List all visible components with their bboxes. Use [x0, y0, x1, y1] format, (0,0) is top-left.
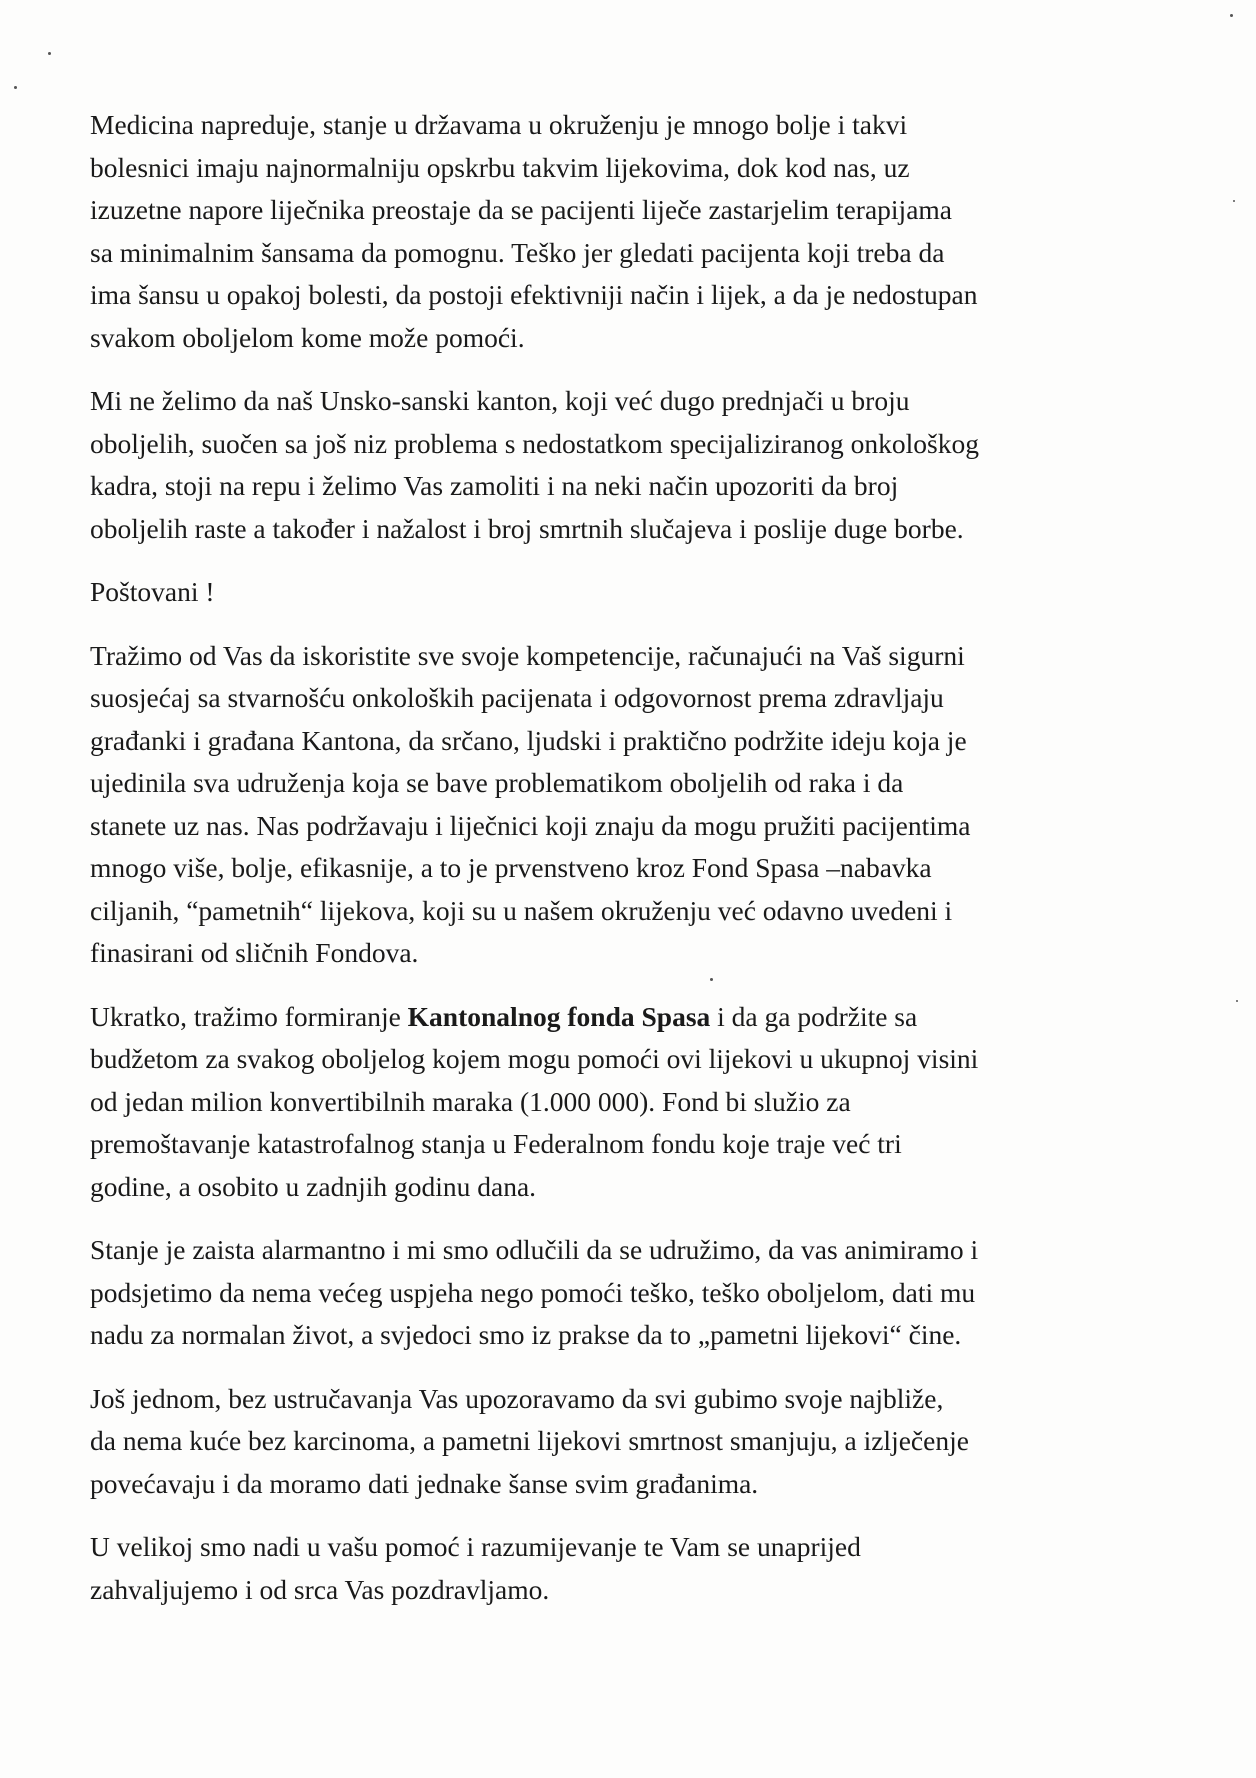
- text-line: [90, 465, 1170, 508]
- text-line: [90, 1569, 1170, 1612]
- text-segment: Mi ne želimo da naš Unsko-sanski kanton, koji već dugo prednjači u broju: [90, 385, 910, 416]
- text-line: [90, 1526, 1170, 1569]
- text-segment: kadra, stoji na repu i želimo Vas zamoliti i na neki način upozoriti da broj: [90, 470, 899, 501]
- text-segment: stanete uz nas. Nas podržavaju i liječnici koji znaju da mogu pružiti pacijentima: [90, 809, 971, 841]
- text-segment: Poštovani !: [90, 576, 215, 607]
- text-line: [90, 1463, 1170, 1506]
- text-line: [90, 1420, 1170, 1463]
- text-segment: ujedinila sva udruženja koja se bave problematikom oboljelih od raka i da: [90, 767, 904, 798]
- text-segment: građanki i građana Kantona, da srčano, ljudski i praktično podržite ideju koja je: [90, 724, 967, 756]
- text-line: [90, 1038, 1170, 1081]
- text-segment: Još jednom, bez ustručavanja Vas upozoravamo da svi gubimo svoje najbliže,: [90, 1382, 944, 1414]
- text-line: [90, 1272, 1170, 1315]
- text-segment: suosjećaj sa stvarnošću onkoloških pacijenata i odgovornost prema zdravljaju: [90, 682, 944, 713]
- text-segment: godine, a osobito u zadnjih godinu dana.: [90, 1170, 537, 1202]
- text-line: [90, 423, 1170, 466]
- text-line: [90, 1229, 1170, 1272]
- text-segment: Stanje je zaista alarmantno i mi smo odlučili da se udružimo, da vas animiramo i: [90, 1234, 979, 1265]
- text-line: [90, 147, 1170, 190]
- text-line: [90, 635, 1170, 678]
- text-segment: mnogo više, bolje, efikasnije, a to je prvenstveno kroz Fond Spasa –nabavka: [90, 852, 932, 883]
- letter-paragraph: [90, 635, 1170, 975]
- letter-paragraph: [90, 1378, 1170, 1506]
- text-segment: svakom oboljelom kome može pomoći.: [90, 321, 525, 353]
- text-segment: Medicina napreduje, stanje u državama u okruženju je mnogo bolje i takvi: [90, 109, 908, 140]
- scan-speck: [1230, 14, 1233, 17]
- text-segment: bolesnici imaju najnormalniju opskrbu takvim lijekovima, dok kod nas, uz: [90, 151, 910, 183]
- text-segment: povećavaju i da moramo dati jednake šanse svim građanima.: [90, 1467, 759, 1499]
- text-line: [90, 380, 1170, 423]
- text-segment: finasirani od sličnih Fondova.: [90, 937, 419, 968]
- text-line: [90, 805, 1170, 848]
- text-line: [90, 996, 1170, 1039]
- text-segment: budžetom za svakog oboljelog kojem mogu pomoći ovi lijekovi u ukupnoj visini: [90, 1043, 979, 1074]
- text-line: [90, 508, 1170, 551]
- text-line: [90, 274, 1170, 317]
- text-segment: oboljelih raste a također i nažalost i broj smrtnih slučajeva i poslije duge borbe.: [90, 512, 964, 544]
- letter-paragraph: [90, 1229, 1170, 1357]
- text-segment: ciljanih, “pametnih“ lijekova, koji su u našem okruženju već odavno uvedeni i: [90, 894, 953, 926]
- text-line: [90, 104, 1170, 147]
- letter-paragraph: [90, 104, 1170, 359]
- text-segment: izuzetne napore liječnika preostaje da se pacijenti liječe zastarjelim terapijama: [90, 194, 952, 225]
- scan-speck: [1236, 1000, 1238, 1002]
- text-line: [90, 571, 1170, 614]
- text-segment: zahvaljujemo i od srca Vas pozdravljamo.: [90, 1573, 550, 1605]
- text-line: [90, 1166, 1170, 1209]
- text-segment: oboljelih, suočen sa još niz problema s nedostatkom specijaliziranog onkološkog: [90, 427, 979, 459]
- fund-name-bold: Kantonalnog fonda Spasa: [407, 1000, 711, 1032]
- text-segment: U velikoj smo nadi u vašu pomoć i razumijevanje te Vam se unaprijed: [90, 1531, 861, 1562]
- text-segment: sa minimalnim šansama da pomognu. Teško jer gledati pacijenta koji treba da: [90, 236, 945, 268]
- text-segment: Ukratko, tražimo formiranje: [90, 1000, 408, 1032]
- text-line: [90, 1081, 1170, 1124]
- text-segment: podsjetimo da nema većeg uspjeha nego pomoći teško, teško oboljelom, dati mu: [90, 1276, 976, 1308]
- text-segment: ima šansu u opakoj bolesti, da postoji efektivniji način i lijek, a da je nedostupan: [90, 279, 978, 310]
- text-segment: i da ga podržite sa: [710, 1000, 918, 1032]
- scan-speck: [48, 52, 51, 55]
- text-line: [90, 890, 1170, 933]
- text-segment: premoštavanje katastrofalnog stanja u Federalnom fondu koje traje već tri: [90, 1128, 902, 1159]
- text-segment: nadu za normalan život, a svjedoci smo iz prakse da to „pametni lijekovi“ čine.: [90, 1319, 962, 1350]
- text-line: [90, 720, 1170, 763]
- letter-paragraph: [90, 996, 1170, 1209]
- text-line: [90, 847, 1170, 890]
- text-segment: od jedan milion konvertibilnih maraka (1.000 000). Fond bi služio za: [90, 1085, 851, 1117]
- text-line: [90, 1378, 1170, 1421]
- text-line: [90, 762, 1170, 805]
- text-segment: Tražimo od Vas da iskoristite sve svoje kompetencije, računajući na Vaš sigurni: [90, 639, 965, 671]
- text-line: [90, 232, 1170, 275]
- text-line: [90, 1123, 1170, 1166]
- letter-paragraph: [90, 571, 1170, 614]
- text-line: [90, 677, 1170, 720]
- letter-body: [90, 104, 1170, 1632]
- text-line: [90, 1314, 1170, 1357]
- text-segment: da nema kuće bez karcinoma, a pametni lijekovi smrtnost smanjuju, a izlječenje: [90, 1425, 969, 1456]
- scan-speck: [14, 86, 17, 89]
- letter-paragraph: [90, 380, 1170, 550]
- scan-speck: [1233, 200, 1235, 202]
- text-line: [90, 317, 1170, 360]
- text-line: [90, 189, 1170, 232]
- text-line: [90, 932, 1170, 975]
- letter-paragraph: [90, 1526, 1170, 1611]
